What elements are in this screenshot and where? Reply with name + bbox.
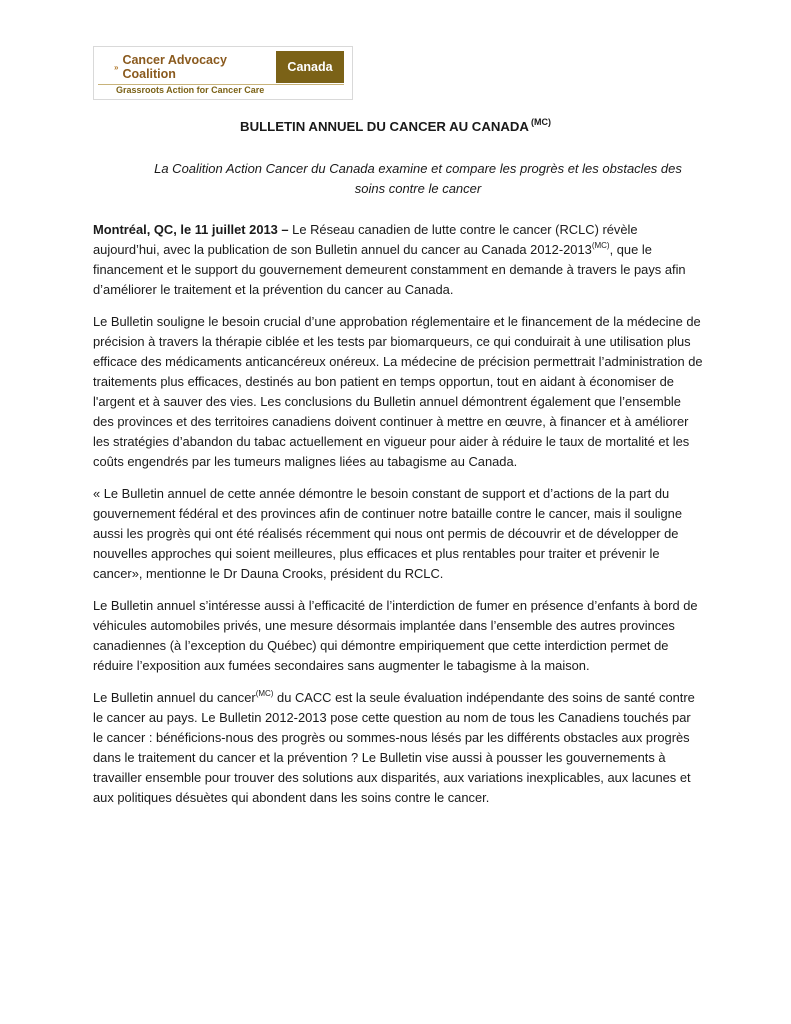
logo-country-box: Canada <box>276 51 344 83</box>
document-title <box>0 117 791 134</box>
paragraph-5-text-b: du CACC est la seule évaluation indépendante des soins de santé contre le cancer au pays. Le Bulletin 2012-2013 pose cette question au nom de tous les Canadiens touchés par le cancer : bénéficions-nous des progrès ou sommes-nous lésés par les différents obstacles aux progrès dans le traitement du cancer et la prévention ? Le Bulletin vise aussi à pousser les gouvernements à travailler ensemble pour trouver des solutions aux disparités, aux variations inexplicables, aux lacunes et aux politiques désuètes qui abondent dans les soins contre le cancer. <box>93 690 695 805</box>
press-release-body <box>93 220 703 820</box>
title-text: BULLETIN ANNUEL DU CANCER AU CANADA <box>240 119 529 134</box>
document-subtitle: La Coalition Action Cancer du Canada examine et compare les progrès et les obstacles des soins contre le cancer <box>154 161 682 196</box>
organization-logo <box>93 46 353 100</box>
paragraph-1-trademark: (MC) <box>591 241 610 250</box>
paragraph-5 <box>93 688 703 808</box>
paragraph-5-trademark: (MC) <box>255 689 274 698</box>
paragraph-3: « Le Bulletin annuel de cette année démontre le besoin constant de support et d’actions de la part du gouvernement fédéral et des provinces afin de continuer notre bataille contre le cancer, mais il souligne aussi les progrès qui ont été réalisés récemment qui nous ont permis de découvrir et de développer de nouvelles approches qui soient meilleures, plus efficaces et plus rentables pour traiter et prévenir le cancer», mentionne le Dr Dauna Crooks, président du RCLC. <box>93 486 683 581</box>
paragraph-1 <box>93 220 703 300</box>
paragraph-2: Le Bulletin souligne le besoin crucial d’une approbation réglementaire et le financement de la médecine de précision à travers la thérapie ciblée et les tests par biomarqueurs, ce qui conduirait à une utilisation plus efficace des médicaments anticancéreux onéreux. La médecine de précision permettrait l’administration de traitements plus efficaces, destinés au bon patient en temps opportun, tout en aidant à économiser de l'argent et à sauver des vies. Les conclusions du Bulletin annuel démontrent également que l’ensemble des provinces et des territoires canadiens doivent continuer à mettre en œuvre, à financer et à améliorer les stratégies d’abandon du tabac actuellement en vigueur pour aider à réduire le taux de mortalité et les coûts engendrés par les tumeurs malignes liées au tabagisme au Canada. <box>93 314 703 469</box>
logo-name <box>94 51 276 83</box>
paragraph-4: Le Bulletin annuel s’intéresse aussi à l’efficacité de l’interdiction de fumer en présence d’enfants à bord de véhicules automobiles privés, une mesure désormais implantée dans l’ensemble des autres provinces canadiennes (à l’exception du Québec) qui démontre empiriquement que cette interdiction permet de réduire l’exposition aux fumées secondaires sans augmenter le tabagisme à la maison. <box>93 598 698 673</box>
paragraph-5-text-a: Le Bulletin annuel du cancer <box>93 690 256 705</box>
paragraph-1-text-b: , que le financement et le support du gouvernement demeurent constamment en demande à travers le pays afin d’améliorer le traitement et la prévention du cancer au Canada. <box>93 242 686 297</box>
logo-arrow-icon: » <box>114 62 119 72</box>
paragraph-1-text-a: Le Réseau canadien de lutte contre le cancer (RCLC) révèle aujourd’hui, avec la publication de son Bulletin annuel du cancer au Canada 2012-2013 <box>93 222 638 257</box>
logo-name-text: Cancer Advocacy Coalition <box>122 53 227 81</box>
title-trademark: (MC) <box>530 117 551 127</box>
logo-tagline: Grassroots Action for Cancer Care <box>116 85 265 95</box>
dateline: Montréal, QC, le 11 juillet 2013 – <box>93 222 289 237</box>
